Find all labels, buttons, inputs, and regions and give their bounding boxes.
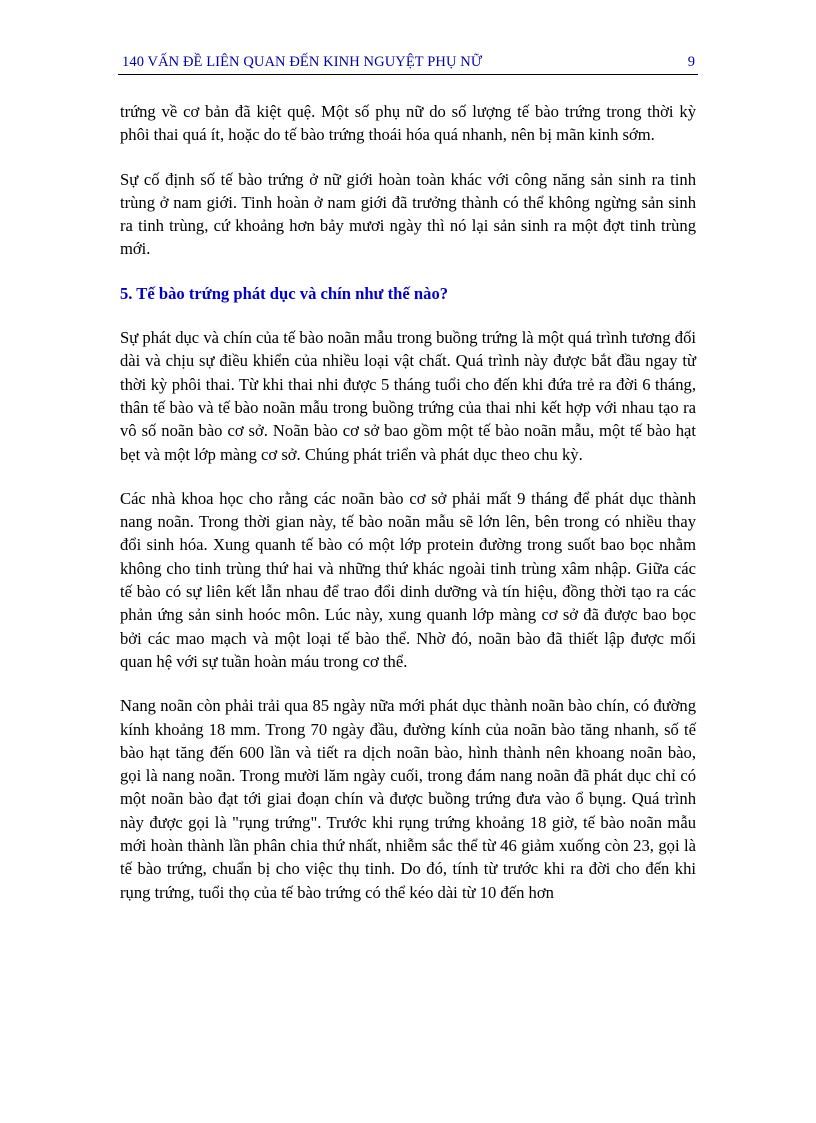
body-paragraph: Nang noãn còn phải trải qua 85 ngày nữa mới phát dục thành noãn bào chín, có đường kính khoảng 18 mm. Trong 70 ngày đầu, đường kính của noãn bào tăng nhanh, số tế bào hạt tăng đến 600 lần và tiết ra dịch noãn bào, hình thành nên khoang noãn bào, gọi là nang noãn. Trong mười lăm ngày cuối, trong đám nang noãn đã phát dục chỉ có một noãn bào đạt tới giai đoạn chín và được buồng trứng đưa vào ổ bụng. Quá trình này được gọi là "rụng trứng". Trước khi rụng trứng khoảng 18 giờ, tế bào noãn mẫu mới hoàn thành lần phân chia thứ nhất, nhiễm sắc thể từ 46 giảm xuống còn 23, gọi là tế bào trứng, chuẩn bị cho việc thụ tinh. Do đó, tính từ trước khi ra đời cho đến khi rụng trứng, tuổi thọ của tế bào trứng có thể kéo dài từ 10 đến hơn	[120, 696, 696, 902]
page-body	[120, 100, 696, 925]
page-number: 9	[687, 54, 695, 70]
running-header	[118, 50, 698, 75]
book-title: 140 VẤN ĐỀ LIÊN QUAN ĐẾN KINH NGUYỆT PHỤ NỮ	[122, 54, 483, 70]
body-paragraph: Các nhà khoa học cho rằng các noãn bào cơ sở phải mất 9 tháng để phát dục thành nang noãn. Trong thời gian này, tế bào noãn mẫu sẽ lớn lên, bên trong có nhiều thay đổi sinh hóa. Xung quanh tế bào có một lớp protein đường trong suốt bao bọc nhằm không cho tinh trùng thứ hai và những thứ khác ngoài tinh trùng xâm nhập. Giữa các tế bào có sự liên kết lẫn nhau để trao đổi dinh dưỡng và tín hiệu, đồng thời tạo ra các phản ứng sản sinh hoóc môn. Lúc này, xung quanh lớp màng cơ sở đã được bao bọc bởi các mao mạch và một loại tế bào thể. Nhờ đó, noãn bào đã thiết lập được mối quan hệ với sự tuần hoàn máu trong cơ thể.	[120, 488, 696, 671]
section-heading: 5. Tế bào trứng phát dục và chín như thế nào?	[120, 283, 449, 303]
body-paragraph: Sự phát dục và chín của tế bào noãn mẫu trong buồng trứng là một quá trình tương đối dài và chịu sự điều khiển của nhiều loại vật chất. Quá trình này được bắt đầu ngay từ thời kỳ phôi thai. Từ khi thai nhi được 5 tháng tuổi cho đến khi đứa trẻ ra đời 6 tháng, thân tế bào và tế bào noãn mẫu trong buồng trứng của thai nhi kết hợp với nhau tạo ra vô số noãn bào cơ sở. Noãn bào cơ sở bao gồm một tế bào noãn mẫu, một tế bào hạt bẹt và một lớp màng cơ sở. Chúng phát triển và phát dục theo chu kỳ.	[120, 328, 696, 464]
body-paragraph: Sự cố định số tế bào trứng ở nữ giới hoàn toàn khác với công năng sản sinh ra tinh trùng ở nam giới. Tinh hoàn ở nam giới đã trưởng thành có thể không ngừng sản sinh ra tinh trùng, cứ khoảng hơn bảy mươi ngày thì nó lại sản sinh ra một đợt tinh trùng mới.	[120, 169, 696, 259]
body-paragraph: trứng về cơ bản đã kiệt quệ. Một số phụ nữ do số lượng tế bào trứng trong thời kỳ phôi thai quá ít, hoặc do tế bào trứng thoái hóa quá nhanh, nên bị mãn kinh sớm.	[120, 102, 696, 145]
